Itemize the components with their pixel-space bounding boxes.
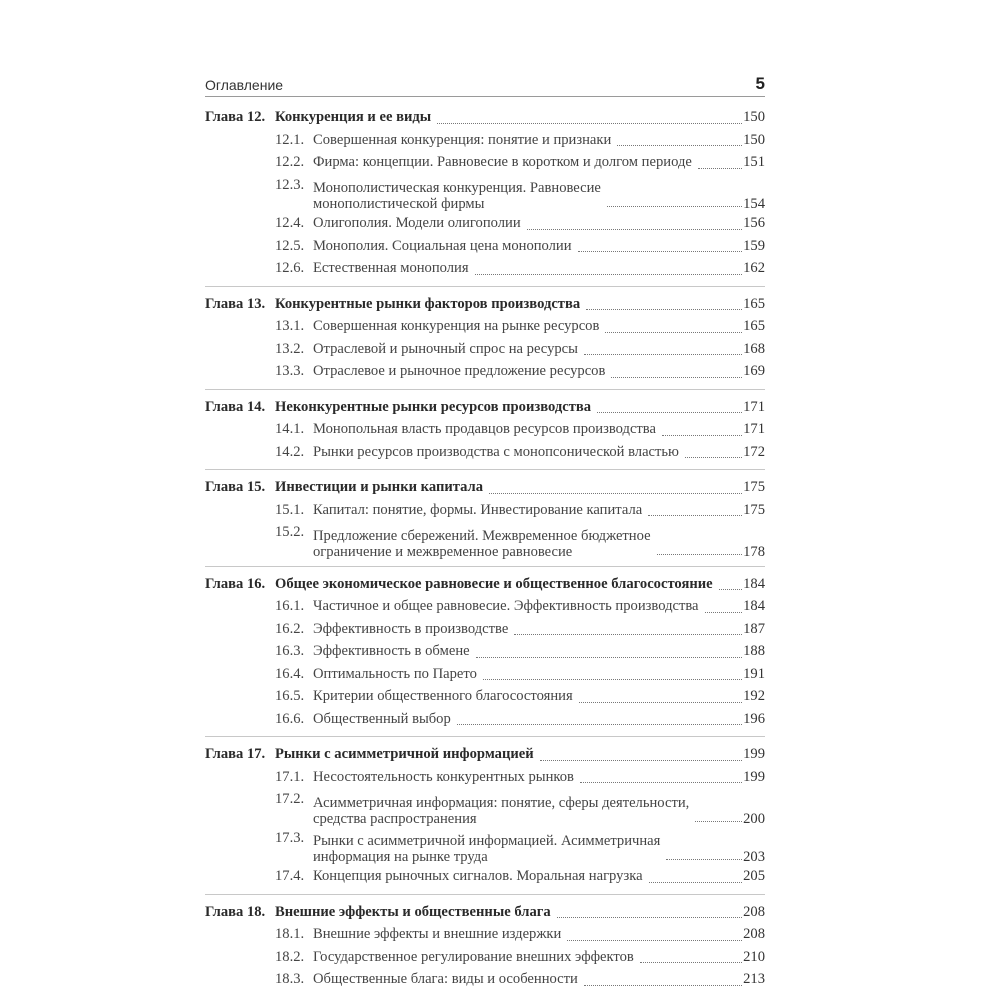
chapter-entry [205, 573, 765, 596]
dot-leader [527, 229, 742, 230]
table-of-contents [205, 106, 765, 997]
section-page: 213 [743, 971, 765, 987]
section-page: 171 [743, 421, 765, 437]
section-number: 16.5. [275, 688, 305, 704]
section-title: Общественные блага: виды и особенности [313, 971, 578, 987]
section-entry [205, 499, 765, 522]
dot-leader [719, 589, 742, 590]
section-number: 18.2. [275, 948, 305, 965]
section-entry [205, 212, 765, 235]
chapter-group [205, 106, 765, 286]
section-title-line: Монополистическая конкуренция. Равновесие [313, 180, 601, 196]
section-title: Эффективность в обмене [313, 643, 470, 659]
chapter-title: Инвестиции и рынки капитала [275, 479, 484, 495]
section-title-line: ограничение и межвременное равновесие [313, 543, 573, 560]
section-number: 12.3. [275, 176, 305, 193]
section-page: 191 [743, 665, 765, 682]
chapter-page: 171 [743, 398, 765, 415]
section-page: 168 [743, 340, 765, 357]
section-number: 17.4. [275, 868, 305, 884]
dot-leader [475, 274, 743, 275]
dot-leader [557, 917, 742, 918]
dot-leader [489, 493, 742, 494]
dot-leader [685, 457, 742, 458]
section-entry [205, 257, 765, 280]
section-page: 165 [743, 318, 765, 334]
section-title: Эффективность в производстве [313, 620, 509, 637]
section-title-line: Предложение сбережений. Межвременное бюджетное [313, 527, 651, 544]
section-page: 154 [743, 196, 765, 212]
section-entry [205, 827, 765, 866]
section-entry [205, 174, 765, 213]
dot-leader [698, 168, 742, 169]
chapter-group [205, 566, 765, 737]
section-number: 17.2. [275, 791, 305, 807]
dot-leader [662, 435, 742, 436]
chapter-label: Глава 14. [205, 398, 266, 415]
section-entry [205, 923, 765, 946]
chapter-group [205, 469, 765, 566]
section-entry [205, 640, 765, 663]
section-page: 151 [743, 154, 765, 170]
section-title: Монопольная власть продавцов ресурсов производства [313, 421, 656, 437]
section-entry [205, 618, 765, 641]
dot-leader [605, 332, 742, 333]
dot-leader [578, 251, 743, 252]
section-title: Фирма: концепции. Равновесие в коротком и долгом периоде [313, 154, 692, 170]
section-title: Концепция рыночных сигналов. Моральная нагрузка [313, 868, 643, 884]
dot-leader [586, 309, 742, 310]
section-number: 12.4. [275, 215, 305, 231]
section-number: 16.2. [275, 620, 305, 637]
section-title: Критерии общественного благосостояния [313, 688, 573, 704]
chapter-label: Глава 13. [205, 295, 266, 312]
section-title: Монополия. Социальная цена монополии [313, 237, 572, 254]
section-entry [205, 766, 765, 789]
section-number: 16.3. [275, 643, 305, 659]
section-entry [205, 315, 765, 338]
section-page: 196 [743, 710, 765, 727]
section-number: 17.1. [275, 768, 305, 785]
section-page: 159 [743, 237, 765, 254]
section-entry [205, 360, 765, 383]
section-title: Совершенная конкуренция на рынке ресурсов [313, 318, 600, 334]
section-entry [205, 788, 765, 827]
section-number: 13.3. [275, 363, 305, 379]
dot-leader [483, 679, 742, 680]
section-title: Частичное и общее равновесие. Эффективность производства [313, 598, 699, 614]
section-number: 15.2. [275, 524, 305, 540]
chapter-page: 175 [743, 479, 765, 495]
dot-leader [666, 859, 742, 860]
section-entry [205, 663, 765, 686]
chapter-label: Глава 16. [205, 575, 266, 592]
section-title [313, 792, 689, 827]
section-title [313, 830, 660, 865]
running-header [205, 74, 765, 97]
section-entry [205, 685, 765, 708]
section-number: 16.4. [275, 665, 305, 682]
dot-leader [457, 724, 742, 725]
section-title: Капитал: понятие, формы. Инвестирование капитала [313, 501, 643, 518]
section-number: 14.1. [275, 421, 305, 437]
section-page: 175 [743, 501, 765, 518]
section-page: 210 [743, 948, 765, 965]
section-number: 14.2. [275, 443, 305, 460]
section-title: Отраслевое и рыночное предложение ресурсов [313, 363, 606, 379]
chapter-group [205, 894, 765, 997]
section-page: 172 [743, 443, 765, 460]
chapter-entry [205, 901, 765, 924]
section-number: 12.6. [275, 260, 305, 276]
chapter-group [205, 389, 765, 470]
section-entry [205, 151, 765, 174]
section-number: 12.1. [275, 131, 305, 148]
section-title: Рынки ресурсов производства с монопсонической властью [313, 443, 679, 460]
section-entry [205, 521, 765, 560]
chapter-page: 199 [743, 746, 765, 762]
dot-leader [597, 412, 742, 413]
section-entry [205, 595, 765, 618]
section-number: 13.1. [275, 318, 305, 334]
chapter-entry [205, 743, 765, 766]
dot-leader [567, 940, 742, 941]
section-title: Олигополия. Модели олигополии [313, 215, 521, 231]
chapter-entry [205, 293, 765, 316]
section-number: 12.5. [275, 237, 305, 254]
dot-leader [584, 354, 742, 355]
section-page: 184 [743, 598, 765, 614]
section-title-line: средства распространения [313, 810, 477, 827]
section-title [313, 525, 651, 560]
section-page: 199 [743, 768, 765, 785]
dot-leader [540, 760, 742, 761]
chapter-title: Конкуренция и ее виды [275, 109, 432, 125]
section-number: 16.6. [275, 710, 305, 727]
section-title-line: Асимметричная информация: понятие, сферы деятельности, [313, 794, 690, 811]
section-page: 150 [743, 131, 765, 148]
dot-leader [514, 634, 742, 635]
section-number: 15.1. [275, 501, 305, 518]
section-title: Отраслевой и рыночный спрос на ресурсы [313, 340, 578, 357]
section-page: 169 [743, 363, 765, 379]
section-page: 200 [743, 810, 765, 827]
section-title: Внешние эффекты и внешние издержки [313, 926, 562, 942]
chapter-entry [205, 106, 765, 129]
dot-leader [580, 782, 742, 783]
section-entry [205, 968, 765, 991]
dot-leader [648, 515, 742, 516]
section-page: 208 [743, 926, 765, 942]
dot-leader [611, 377, 742, 378]
chapter-label: Глава 17. [205, 746, 266, 762]
chapter-label: Глава 18. [205, 903, 266, 920]
chapter-entry [205, 396, 765, 419]
dot-leader [579, 702, 742, 703]
chapter-group [205, 736, 765, 894]
section-entry [205, 235, 765, 258]
chapter-title: Неконкурентные рынки ресурсов производства [275, 398, 592, 415]
section-number: 12.2. [275, 154, 305, 170]
section-page: 178 [743, 543, 765, 560]
chapter-page: 165 [743, 295, 765, 312]
section-page: 205 [743, 868, 765, 884]
section-title: Несостоятельность конкурентных рынков [313, 768, 574, 785]
section-entry [205, 338, 765, 361]
section-title: Государственное регулирование внешних эффектов [313, 948, 634, 965]
section-entry [205, 865, 765, 888]
dot-leader [640, 962, 742, 963]
chapter-title: Конкурентные рынки факторов производства [275, 295, 581, 312]
section-title: Совершенная конкуренция: понятие и признаки [313, 131, 612, 148]
dot-leader [695, 821, 742, 822]
header-title: Оглавление [205, 77, 284, 93]
section-number: 13.2. [275, 340, 305, 357]
section-page: 192 [743, 688, 765, 704]
section-title-line: монополистической фирмы [313, 196, 485, 212]
section-page: 162 [743, 260, 765, 276]
chapter-title: Рынки с асимметричной информацией [275, 746, 534, 762]
section-number: 18.3. [275, 971, 305, 987]
section-page: 188 [743, 643, 765, 659]
dot-leader [705, 612, 743, 613]
dot-leader [649, 882, 743, 883]
chapter-title: Внешние эффекты и общественные блага [275, 903, 551, 920]
section-page: 156 [743, 215, 765, 231]
dot-leader [607, 206, 742, 207]
section-page: 187 [743, 620, 765, 637]
section-title-line: Рынки с асимметричной информацией. Асимметричная [313, 833, 661, 849]
page-number: 5 [755, 74, 765, 93]
section-title: Оптимальность по Парето [313, 665, 477, 682]
dot-leader [437, 123, 742, 124]
section-entry [205, 129, 765, 152]
dot-leader [657, 554, 743, 555]
section-entry [205, 946, 765, 969]
section-entry [205, 708, 765, 731]
section-title-line: информация на рынке труда [313, 849, 488, 865]
chapter-page: 208 [743, 903, 765, 920]
chapter-entry [205, 476, 765, 499]
section-title: Естественная монополия [313, 260, 469, 276]
section-title: Общественный выбор [313, 710, 451, 727]
section-number: 17.3. [275, 829, 305, 846]
section-page: 203 [743, 849, 765, 865]
chapter-page: 150 [743, 109, 765, 125]
chapter-label: Глава 12. [205, 109, 266, 125]
section-title [313, 177, 601, 212]
dot-leader [584, 985, 742, 986]
section-entry [205, 418, 765, 441]
chapter-label: Глава 15. [205, 479, 266, 495]
chapter-title: Общее экономическое равновесие и общественное благосостояние [275, 575, 713, 592]
section-entry [205, 441, 765, 464]
section-number: 18.1. [275, 926, 305, 942]
dot-leader [617, 145, 742, 146]
chapter-page: 184 [743, 575, 765, 592]
section-number: 16.1. [275, 598, 305, 614]
dot-leader [476, 657, 742, 658]
chapter-group [205, 286, 765, 389]
